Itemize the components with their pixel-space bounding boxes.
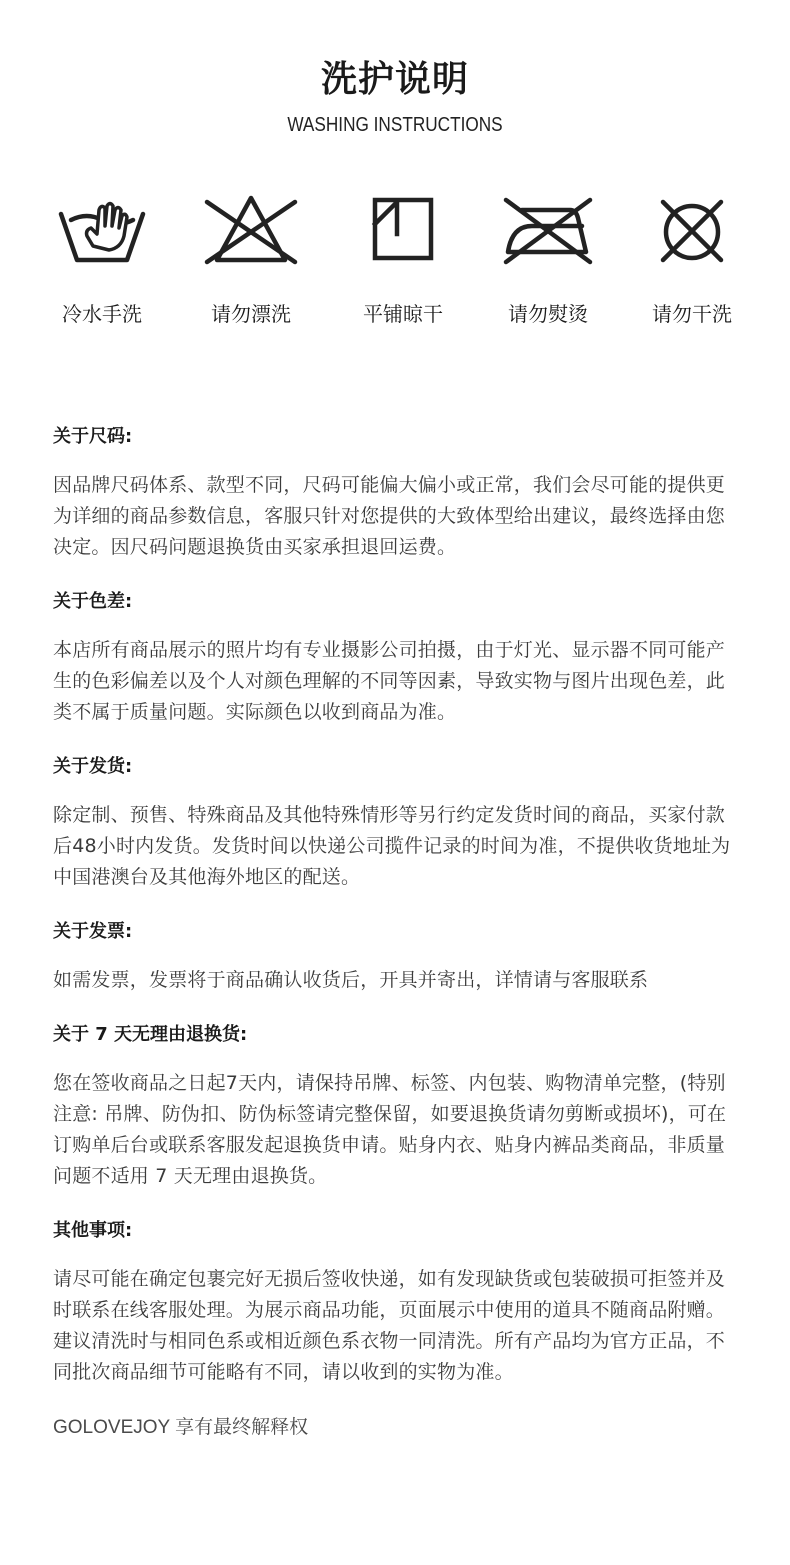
- section-returns: [53, 1022, 743, 1192]
- care-item-dry-flat: [328, 190, 478, 340]
- section-body: 因品牌尺码体系、款型不同，尺码可能偏大偏小或正常，我们会尽可能的提供更为详细的商品参数信息，客服只针对您提供的大致体型给出建议，最终选择由您决定。因尺码问题退换货由买家承担退回运费。: [53, 474, 726, 558]
- section-heading: 关于发货:: [53, 756, 133, 777]
- care-label-do-not-dry-clean: 请勿干洗: [652, 302, 732, 326]
- page-title: 洗护说明: [320, 59, 469, 100]
- hand-wash-cold-icon: [57, 190, 147, 270]
- care-item-hand-wash: [27, 190, 177, 340]
- section-heading: 关于尺码:: [53, 426, 133, 447]
- care-label-dry-flat: 平铺晾干: [363, 302, 443, 326]
- section-heading: 其他事项:: [53, 1220, 133, 1241]
- do-not-iron-icon: [498, 190, 598, 270]
- section-body: 除定制、预售、特殊商品及其他特殊情形等另行约定发货时间的商品，买家付款后48小时内发货。发货时间以快递公司揽件记录的时间为准，不提供收货地址为中国港澳台及其他海外地区的配送。: [53, 804, 731, 888]
- footer-note: GOLOVEJOY 享有最终解释权: [53, 1417, 309, 1438]
- section-heading: 关于 7 天无理由退换货:: [53, 1024, 248, 1045]
- section-color-difference: [53, 589, 743, 728]
- section-other: [53, 1218, 743, 1388]
- care-label-do-not-iron: 请勿熨烫: [508, 302, 588, 326]
- section-size: [53, 424, 743, 563]
- section-heading: 关于色差:: [53, 591, 133, 612]
- dry-flat-icon: [363, 190, 443, 270]
- do-not-dry-clean-icon: [647, 190, 737, 270]
- section-body: 本店所有商品展示的照片均有专业摄影公司拍摄，由于灯光、显示器不同可能产生的色彩偏差以及个人对颜色理解的不同等因素，导致实物与图片出现色差，此类不属于质量问题。实际颜色以收到商品为准。: [53, 639, 726, 723]
- care-label-do-not-bleach: 请勿漂洗: [211, 302, 291, 326]
- care-item-do-not-iron: [473, 190, 623, 340]
- section-heading: 关于发票:: [53, 921, 133, 942]
- care-label-hand-wash: 冷水手洗: [62, 302, 142, 326]
- section-shipping: [53, 754, 743, 893]
- care-symbols-row: [0, 190, 790, 340]
- policy-content: [53, 424, 743, 1442]
- section-invoice: [53, 919, 743, 996]
- page-subtitle: WASHING INSTRUCTIONS: [287, 114, 503, 136]
- section-body: 请尽可能在确定包裹完好无损后签收快递，如有发现缺货或包装破损可拒签并及时联系在线客服处理。为展示商品功能，页面展示中使用的道具不随商品附赠。建议清洗时与相同色系或相近颜色系衣物一同清洗。所有产品均为官方正品，不同批次商品细节可能略有不同，请以收到的实物为准。: [53, 1268, 726, 1383]
- care-item-do-not-dry-clean: [617, 190, 767, 340]
- do-not-bleach-icon: [201, 190, 301, 270]
- section-body: 您在签收商品之日起7天内，请保持吊牌、标签、内包装、购物清单完整，(特别注意: 吊牌、防伪扣、防伪标签请完整保留，如要退换货请勿剪断或损坏)，可在订购单后台或联系客服发起退换货申请。贴身内衣、贴身内裤品类商品，非质量问题不适用 7 天无理由退换货。: [53, 1072, 727, 1187]
- care-item-do-not-bleach: [176, 190, 326, 340]
- section-body: 如需发票，发票将于商品确认收货后，开具并寄出，详情请与客服联系: [53, 969, 649, 991]
